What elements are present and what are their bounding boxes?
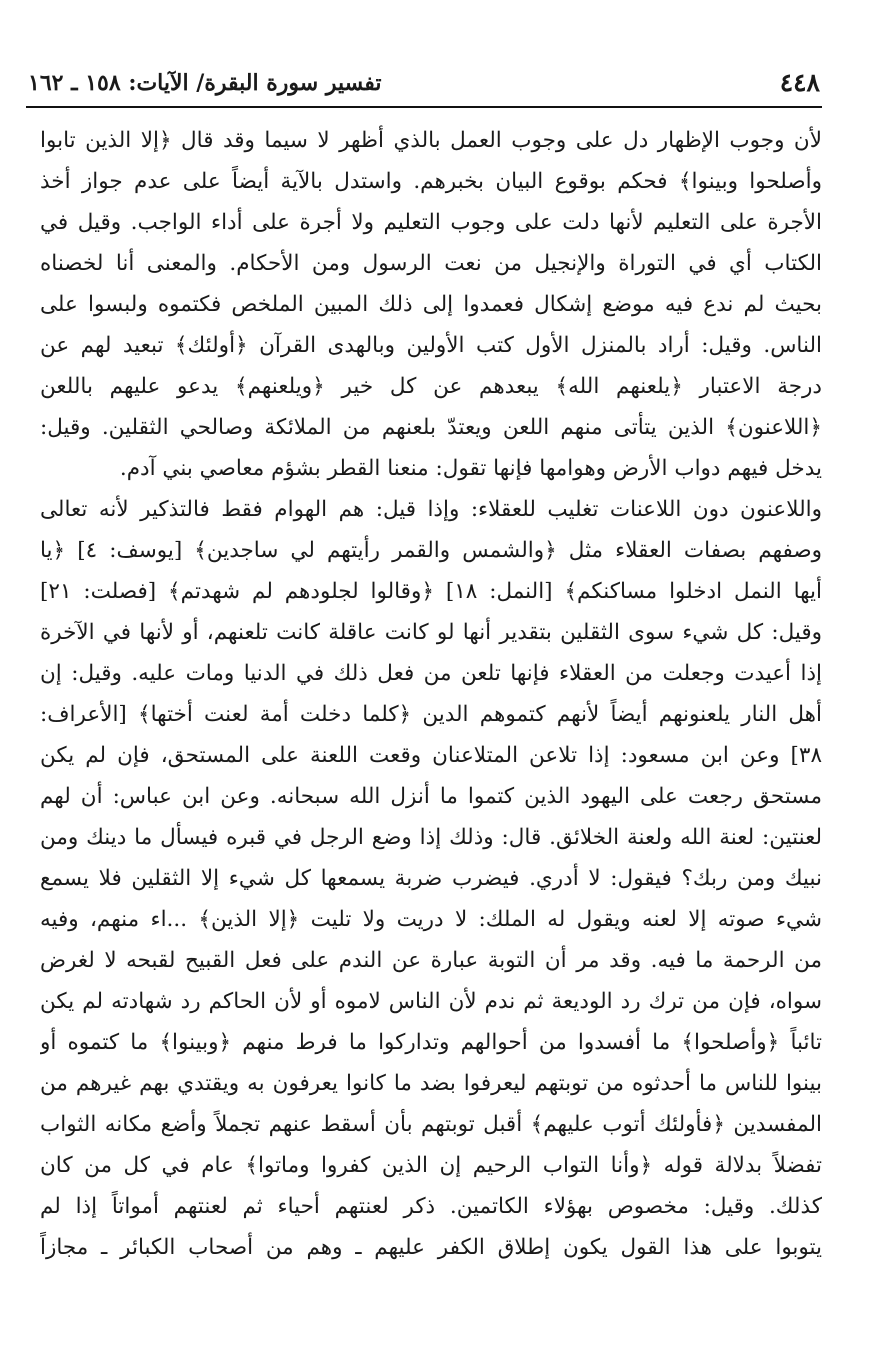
text-line: وصفهم بصفات العقلاء مثل ﴿والشمس والقمر رأيتهم لي ساجدين﴾ [يوسف: ٤] ﴿يا (40, 538, 822, 563)
text-line: يتوبوا على هذا القول يكون إطلاق الكفر عليهم ـ وهم من أصحاب الكبائر ـ مجازاً (40, 1235, 822, 1260)
text-line: مستحق رجعت على اليهود الذين كتموا ما أنزل الله سبحانه. وعن ابن عباس: أن لهم (40, 784, 822, 809)
text-line: ٣٨] وعن ابن مسعود: إذا تلاعن المتلاعنان وقعت اللعنة على المستحق، فإن لم يكن (40, 743, 822, 768)
text-line: تفضلاً بدلالة قوله ﴿وأنا التواب الرحيم إن الذين كفروا وماتوا﴾ عام في كل من كان (40, 1153, 822, 1178)
page-number: ٤٤٨ (779, 68, 820, 97)
text-line: بينوا للناس ما أحدثوه من توبتهم ليعرفوا بضد ما كانوا يعرفون به ويقتدي بهم غيرهم من (40, 1071, 822, 1096)
text-line: سواه، فإن من ترك رد الوديعة ثم ندم لأن الناس لاموه أو لأن الحاكم رد شهادته لم يكن (40, 989, 822, 1014)
text-line: بحيث لم ندع فيه موضع إشكال فعمدوا إلى ذلك المبين الملخص فكتموه ولبسوا على (40, 292, 822, 317)
text-line: واللاعنون دون اللاعنات تغليب للعقلاء: وإذا قيل: هم الهوام فقط فالتذكير لأنه تعالى (40, 497, 822, 522)
text-line: ﴿اللاعنون﴾ الذين يتأتى منهم اللعن ويعتدّ بلعنهم من الملائكة وصالحي الثقلين. وقيل: (40, 415, 822, 440)
text-line: يدخل فيهم دواب الأرض وهوامها فإنها تقول: منعنا القطر بشؤم معاصي بني آدم. (119, 456, 822, 481)
text-line: أهل النار يلعنونهم أيضاً لأنهم كتموهم الدين ﴿كلما دخلت أمة لعنت أختها﴾ [الأعراف: (40, 702, 822, 727)
text-line: الكتاب أي في التوراة والإنجيل من نعت الرسول ومن الأحكام. والمعنى أنا لخصناه (40, 251, 822, 276)
text-line: درجة الاعتبار ﴿يلعنهم الله﴾ يبعدهم عن كل خير ﴿ويلعنهم﴾ يدعو عليهم باللعن (40, 374, 822, 399)
text-line: نبيك ومن ربك؟ فيقول: لا أدري. فيضرب ضربة يسمعها كل شيء إلا الثقلين فلا يسمع (40, 866, 822, 891)
text-line: وقيل: كل شيء سوى الثقلين بتقدير أنها لو كانت عاقلة كانت تلعنهم، أو لأنها في الآخرة (40, 620, 822, 645)
text-line: الأجرة على التعليم لأنها دلت على وجوب التعليم ولا أجرة على أداء الواجب. وقيل في (40, 210, 822, 235)
text-line: لعنتين: لعنة الله ولعنة الخلائق. قال: وذلك إذا وضع الرجل في قبره فيسأل ما دينك ومن (40, 825, 822, 850)
text-line: من الرحمة ما فيه. وقد مر أن التوبة عبارة عن الندم على فعل القبيح لقبحه لا لغرض (40, 948, 822, 973)
text-line: وأصلحوا وبينوا﴾ فحكم بوقوع البيان بخبرهم. واستدل بالآية أيضاً على عدم جواز أخذ (40, 169, 822, 194)
text-line: شيء صوته إلا لعنه ويقول له الملك: لا دريت ولا تليت ﴿إلا الذين﴾ ...اء منهم، وفيه (40, 907, 822, 932)
text-line: المفسدين ﴿فأولئك أتوب عليهم﴾ أقبل توبتهم بأن أسقط عنهم تجملاً وأضع مكانه الثواب (40, 1112, 822, 1137)
text-line: لأن وجوب الإظهار دل على وجوب العمل بالذي أظهر لا سيما وقد قال ﴿إلا الذين تابوا (40, 128, 822, 153)
text-line: كذلك. وقيل: مخصوص بهؤلاء الكاتمين. ذكر لعنتهم أحياء ثم لعنتهم أمواتاً إذا لم (40, 1194, 822, 1219)
text-line: الناس. وقيل: أراد بالمنزل الأول كتب الأولين وبالهدى القرآن ﴿أولئك﴾ تبعيد لهم عن (40, 333, 822, 358)
text-line: إذا أعيدت وجعلت من العقلاء فإنها تلعن من فعل ذلك في الدنيا ومات عليه. وقيل: إن (40, 661, 822, 686)
text-line: أيها النمل ادخلوا مساكنكم﴾ [النمل: ١٨] ﴿وقالوا لجلودهم لم شهدتم﴾ [فصلت: ٢١] (40, 579, 822, 604)
running-title: تفسير سورة البقرة/ الآيات: ١٥٨ ـ ١٦٢ (28, 70, 382, 96)
text-line: تائباً ﴿وأصلحوا﴾ ما أفسدوا من أحوالهم وتداركوا ما فرط منهم ﴿وبينوا﴾ ما كتموه أو (40, 1030, 822, 1055)
